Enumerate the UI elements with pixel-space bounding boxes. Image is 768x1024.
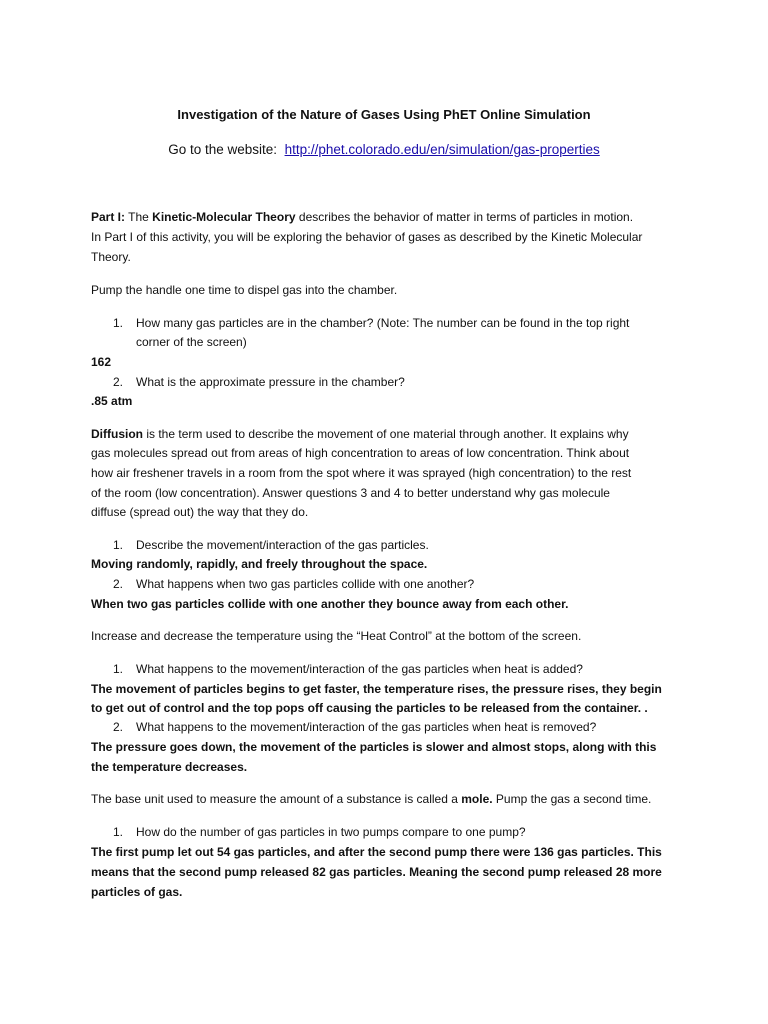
mole-term: mole. [461, 792, 493, 806]
q1-text-line2: corner of the screen) [136, 335, 247, 349]
q7-number: 1. [113, 825, 124, 839]
kmt-term: Kinetic-Molecular Theory [152, 210, 296, 224]
page-title: Investigation of the Nature of Gases Using PhET Online Simulation [177, 107, 591, 122]
diffusion-line1 [91, 427, 629, 441]
part1-line2: In Part I of this activity, you will be exploring the behavior of gases as described by the Kinetic Molecular [91, 230, 643, 244]
answer-6-line1: The pressure goes down, the movement of the particles is slower and almost stops, along with this [91, 740, 657, 754]
mole-suffix: Pump the gas a second time. [495, 792, 652, 806]
answer-6-line2: the temperature decreases. [91, 760, 248, 774]
diffusion-line4: of the room (low concentration). Answer questions 3 and 4 to better understand why gas molecule [91, 486, 610, 500]
answer-7-line1: The first pump let out 54 gas particles, and after the second pump there were 136 gas particles. This [91, 845, 662, 859]
q7-text: How do the number of gas particles in two pumps compare to one pump? [136, 825, 526, 839]
website-line [0, 142, 768, 157]
q4-text: What happens when two gas particles collide with one another? [136, 577, 475, 591]
answer-1: 162 [91, 355, 112, 369]
diffusion-term: Diffusion [91, 427, 143, 441]
answer-3: Moving randomly, rapidly, and freely throughout the space. [91, 557, 428, 571]
part1-label: Part I: [91, 210, 126, 224]
diffusion-line1-rest: is the term used to describe the movement of one material through another. It explains why [146, 427, 629, 441]
diffusion-line3: how air freshener travels in a room from the spot where it was sprayed (high concentration) to the rest [91, 466, 632, 480]
heat-instruction: Increase and decrease the temperature using the “Heat Control” at the bottom of the screen. [91, 629, 582, 643]
q1-text-line1: How many gas particles are in the chamber? (Note: The number can be found in the top right [136, 316, 630, 330]
answer-5-line1: The movement of particles begins to get faster, the temperature rises, the pressure rises, they begin [91, 682, 662, 696]
mole-prefix: The base unit used to measure the amount of a substance is called a [91, 792, 458, 806]
part1-the: The [128, 210, 149, 224]
diffusion-line2: gas molecules spread out from areas of high concentration to areas of low concentration. Think about [91, 446, 630, 460]
mole-line [91, 792, 651, 806]
pump-instruction: Pump the handle one time to dispel gas into the chamber. [91, 283, 398, 297]
q6-text: What happens to the movement/interaction of the gas particles when heat is removed? [136, 720, 597, 734]
answer-4: When two gas particles collide with one another they bounce away from each other. [91, 597, 569, 611]
part1-line3: Theory. [91, 250, 131, 264]
q3-number: 1. [113, 538, 124, 552]
website-prefix: Go to the website: [168, 142, 278, 157]
answer-5-line2: to get out of control and the top pops off causing the particles to be released from the container. . [91, 701, 648, 715]
q1-number: 1. [113, 316, 124, 330]
diffusion-line5: diffuse (spread out) the way that they do. [91, 505, 309, 519]
q2-text: What is the approximate pressure in the chamber? [136, 375, 405, 389]
part1-line1 [91, 210, 633, 224]
q2-number: 2. [113, 375, 124, 389]
website-link[interactable]: http://phet.colorado.edu/en/simulation/gas-properties [284, 142, 600, 157]
q4-number: 2. [113, 577, 124, 591]
q5-number: 1. [113, 662, 124, 676]
answer-7-line3: particles of gas. [91, 885, 183, 899]
q3-text: Describe the movement/interaction of the gas particles. [136, 538, 429, 552]
q5-text: What happens to the movement/interaction of the gas particles when heat is added? [136, 662, 583, 676]
answer-2: .85 atm [91, 394, 133, 408]
answer-7-line2: means that the second pump released 82 gas particles. Meaning the second pump released 28 more [91, 865, 662, 879]
part1-line1-rest: describes the behavior of matter in terms of particles in motion. [298, 210, 634, 224]
q6-number: 2. [113, 720, 124, 734]
